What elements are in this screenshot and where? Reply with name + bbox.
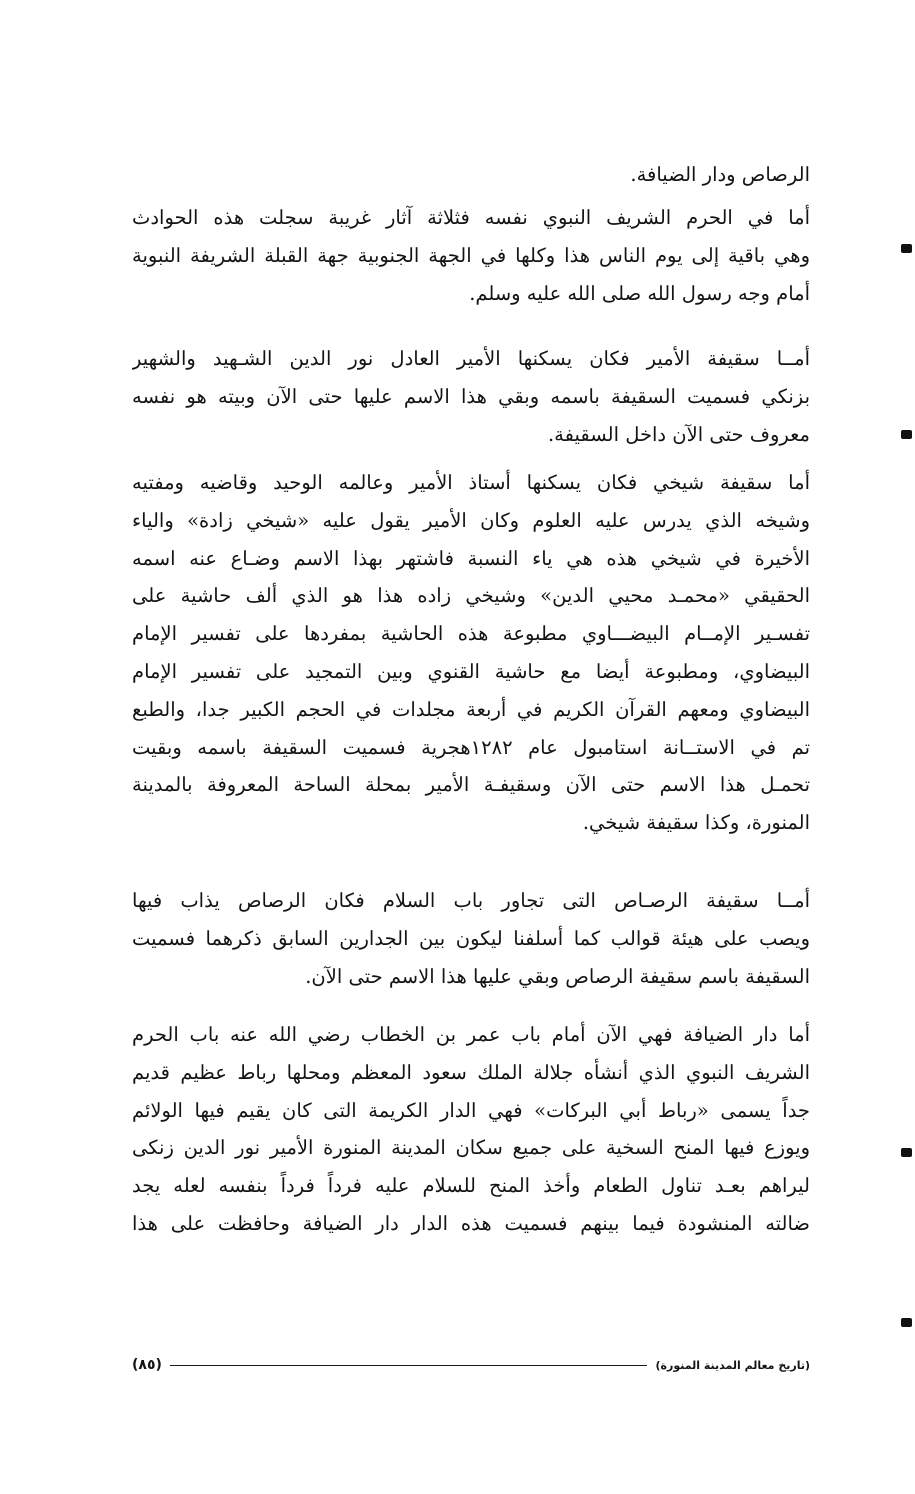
page-footer: [132, 1352, 810, 1378]
page-number: (٨٥): [132, 1357, 162, 1373]
text-line: معروف حتى الآن داخل السقيفة.: [547, 422, 810, 446]
margin-mark: [901, 430, 912, 439]
paragraph-saqifat-al-amir: [132, 340, 810, 453]
text-line: الشريف النبوي الذي أنشأه جلالة الملك سعود المعظم ومحلها رباط عظيم قديم: [132, 1060, 810, 1084]
text-line: أمــا سقيفة الرصـاص التى تجاور باب السلام فكان الرصاص يذاب فيها: [132, 889, 810, 912]
paragraph-saqifat-al-rasas: [132, 882, 810, 995]
text-line: ليراهم بعـد تناول الطعام وأخذ المنح للسلام عليه فرداً فرداً بنفسه لعله يجد: [132, 1174, 810, 1198]
text-line: وشيخه الذي يدرس عليه العلوم وكان الأمير يقول عليه «شيخي زادة» والياء: [132, 508, 810, 532]
text-line: ضالته المنشودة فيما بينهم فسميت هذه الدار دار الضيافة وحافظت على هذا: [132, 1211, 810, 1235]
text-line: بزنكي فسميت السقيفة باسمه وبقي هذا الاسم عليها حتى الآن وبيته هو نفسه: [132, 384, 810, 408]
text-line: تحمـل هذا الاسم حتى الآن وسقيفـة الأمير بمحلة الساحة المعروفة بالمدينة: [132, 773, 810, 797]
text-line: ويصب على هيئة قوالب كما أسلفنا ليكون بين الجدارين السابق ذكرهما فسميت: [132, 926, 810, 950]
text-line: السقيفة باسم سقيفة الرصاص وبقي عليها هذا الاسم حتى الآن.: [305, 964, 810, 988]
text-line: البيضاوي ومعهم القرآن الكريم في أربعة مجلدات في الحجم الكبير جدا، والطبع: [132, 697, 810, 721]
text-line: أما في الحرم الشريف النبوي نفسه فثلاثة آثار غريبة سجلت هذه الحوادث: [132, 206, 810, 229]
margin-mark: [901, 1148, 912, 1157]
text-line: أمام وجه رسول الله صلى الله عليه وسلم.: [469, 281, 810, 305]
text-line: الأخيرة في شيخي هذه هي ياء النسبة فاشتهر بهذا الاسم وضـاع عنه اسمه: [132, 546, 810, 570]
text-line: أمــا سقيفة الأمير فكان يسكنها الأمير العادل نور الدين الشـهيد والشهير: [132, 347, 810, 370]
footer-rule: [170, 1365, 648, 1366]
running-title: (تاريخ معالم المدينة المنورة): [655, 1358, 810, 1372]
text-line: المنورة، وكذا سقيفة شيخي.: [582, 811, 810, 835]
paragraph-dar-al-diyafa: [132, 1016, 810, 1243]
text-line: ويوزع فيها المنح السخية على جميع سكان المدينة المنورة الأمير نور الدين زنكى: [132, 1136, 810, 1160]
text-line: أما سقيفة شيخي فكان يسكنها أستاذ الأمير وعالمه الوحيد وقاضيه ومفتيه: [132, 471, 810, 494]
text-line: الرصاص ودار الضيافة.: [630, 163, 810, 186]
text-line: وهي باقية إلى يوم الناس هذا وكلها في الجهة الجنوبية جهة القبلة الشريفة النبوية: [132, 243, 810, 267]
text-line: جداً يسمى «رباط أبي البركات» فهي الدار الكريمة التى كان يقيم فيها الولائم: [132, 1098, 810, 1122]
margin-mark: [901, 244, 912, 253]
paragraph-haram-relics: [132, 199, 810, 312]
text-line: تم في الاستــانة استامبول عام ١٢٨٢هجرية فسميت السقيفة باسمه وبقيت: [132, 735, 810, 759]
text-line: الحقيقي «محمـد محيي الدين» وشيخي زاده هذا هو الذي ألف حاشية على: [132, 584, 810, 608]
text-line: أما دار الضيافة فهي الآن أمام باب عمر بن الخطاب رضي الله عنه باب الحرم: [132, 1023, 810, 1046]
margin-mark: [901, 1318, 912, 1327]
paragraph-intro: [132, 156, 810, 194]
text-line: البيضاوي، ومطبوعة أيضا مع حاشية القنوي وبين التمجيد على تفسير الإمام: [132, 659, 810, 683]
paragraph-saqifat-shaykhi: [132, 464, 810, 842]
text-line: تفسـير الإمــام البيضـــاوي مطبوعة هذه الحاشية بمفردها على تفسير الإمام: [132, 622, 810, 646]
